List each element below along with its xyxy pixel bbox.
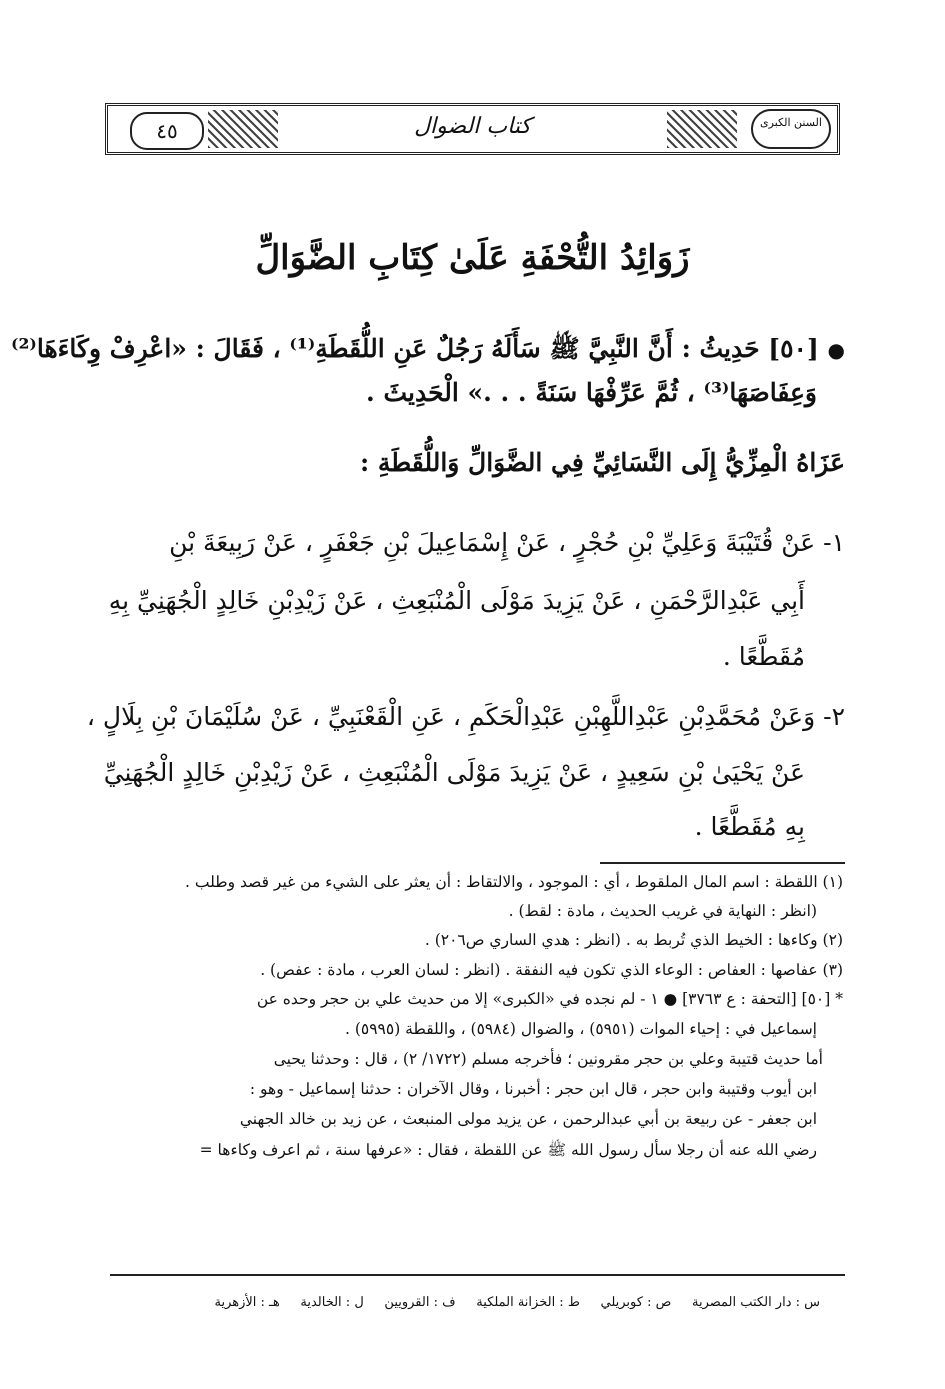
page-header-frame	[105, 103, 840, 155]
item-2-line-1: ٢- وَعَنْ مُحَمَّدِبْنِ عَبْدِاللَّهِبْنِ عَبْدِالْحَكَمِ ، عَنِ الْقَعْنَبِيِّ ، عَنْ سُلَيْمَانَ بْنِ بِلَالٍ ،	[86, 702, 845, 731]
item-2-line-2: عَنْ يَحْيَىٰ بْنِ سَعِيدٍ ، عَنْ يَزِيدَ مَوْلَى الْمُنْبَعِثِ ، عَنْ زَيْدِبْنِ خَالِدٍ الْجُهَنِيِّ	[103, 758, 805, 787]
footnote-line: (١) اللقطة : اسم المال الملقوط ، أي : الموجود ، والالتقاط : أن يعثر على الشيء من غير قصد وطلب .	[185, 873, 843, 891]
footnote-line: إسماعيل في : إحياء الموات (٥٩٥١) ، والضوال (٥٩٨٤) ، واللقطة (٥٩٩٥) .	[344, 1020, 817, 1038]
bullet-icon: ●	[827, 338, 845, 362]
hadith-line-2: وَعِفَاصَهَا⁽³⁾ ، ثُمَّ عَرِّفْهَا سَنَةً . . .» الْحَدِيثَ .	[366, 378, 817, 407]
manuscript-sigla: س : دار الكتب المصرية ص : كوبريلي ط : الخزانة الملكية ف : القرويين ل : الخالدية هـ : الأزهرية	[214, 1295, 820, 1310]
series-logo: السنن الكبرى	[751, 109, 831, 149]
hadith-line-1	[11, 333, 845, 370]
item-1-line-2: أَبِي عَبْدِالرَّحْمَنِ ، عَنْ يَزِيدَ مَوْلَى الْمُنْبَعِثِ ، عَنْ زَيْدِبْنِ خَالِدٍ الْجُهَنِيِّ بِهِ	[108, 586, 805, 615]
hadith-text: [٥٠] حَدِيثُ : أَنَّ النَّبِيَّ ﷺ سَأَلَهُ رَجُلٌ عَنِ اللُّقَطَةِ⁽¹⁾ ، فَقَالَ : «اعْرِفْ وِكَاءَهَا⁽²⁾	[11, 334, 819, 363]
footnote-line: (٣) عفاصها : العفاص : الوعاء الذي تكون فيه النفقة . (انظر : لسان العرب ، مادة : عفص) .	[260, 961, 843, 979]
footnote-divider	[600, 862, 845, 864]
item-1-line-1: ١- عَنْ قُتَيْبَةَ وَعَلِيِّ بْنِ حُجْرٍ ، عَنْ إِسْمَاعِيلَ بْنِ جَعْفَرٍ ، عَنْ رَبِيعَةَ بْنِ	[169, 528, 845, 557]
bottom-divider	[110, 1274, 845, 1276]
item-2-line-3: بِهِ مُقَطَّعًا .	[694, 812, 805, 841]
page-number: ٤٥	[130, 112, 204, 150]
footnote-line: (انظر : النهاية في غريب الحديث ، مادة : لقط) .	[508, 902, 817, 920]
running-title: كتاب الضوال	[414, 114, 531, 139]
subheading: عَزَاهُ الْمِزِّيُّ إِلَى النَّسَائِيِّ فِي الضَّوَالِّ وَاللُّقَطَةِ :	[359, 448, 845, 477]
item-1-line-3: مُقَطَّعًا .	[722, 642, 805, 671]
footnote-line: رضي الله عنه أن رجلا سأل رسول الله ﷺ عن اللقطة ، فقال : «عرفها سنة ، ثم اعرف وكاءها =	[199, 1141, 817, 1159]
footnote-line: ابن أيوب وقتيبة وابن حجر ، قال ابن حجر : أخبرنا ، وقال الآخران : حدثنا إسماعيل - وهو :	[249, 1080, 817, 1098]
chapter-title: زَوَائِدُ التُّحْفَةِ عَلَىٰ كِتَابِ الضَّوَالِّ	[255, 238, 690, 278]
footnote-line: (٢) وكاءها : الخيط الذي تُربط به . (انظر : هدي الساري ص٢٠٦) .	[424, 931, 843, 949]
footnote-line: * [٥٠] [التحفة : ع ٣٧٦٣] ● ١ - لم نجده في «الكبرى» إلا من حديث علي بن حجر وحده عن	[256, 990, 843, 1008]
footnote-line: أما حديث قتيبة وعلي بن حجر مقرونين ؛ فأخرجه مسلم (١٧٢٢/ ٢) ، قال : وحدثنا يحيى	[273, 1050, 823, 1068]
footnote-line: ابن جعفر - عن ربيعة بن أبي عبدالرحمن ، عن يزيد مولى المنبعث ، عن زيد بن خالد الجهني	[239, 1110, 817, 1128]
